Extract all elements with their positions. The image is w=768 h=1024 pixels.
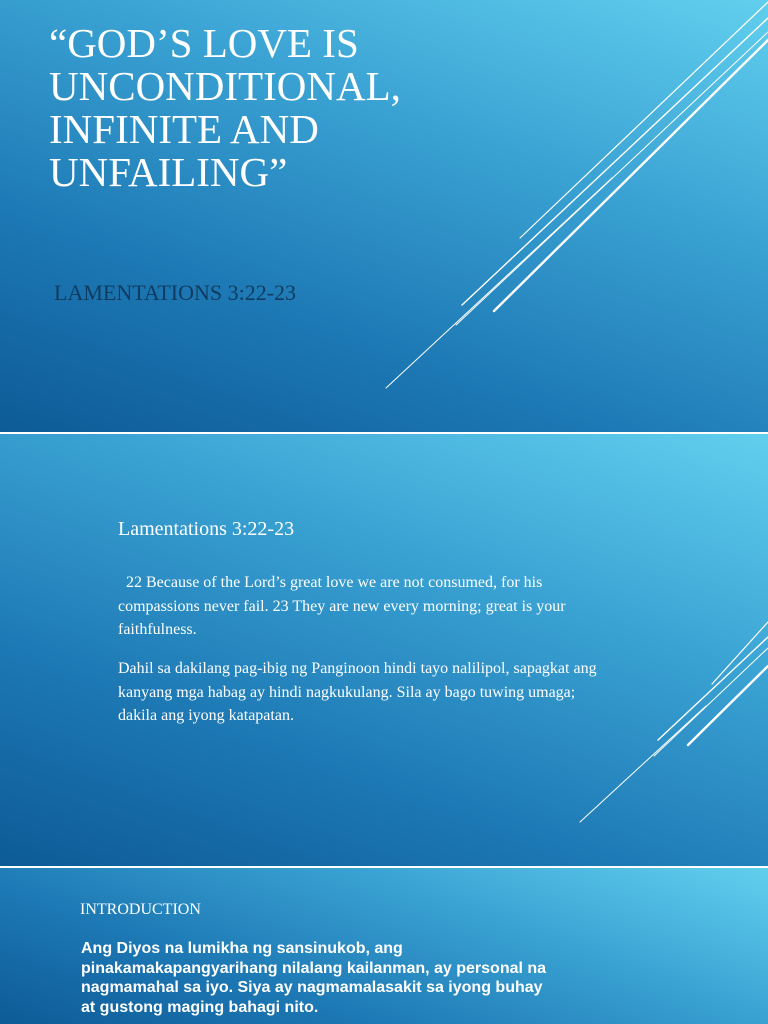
verse-tagalog: Dahil sa dakilang pag-ibig ng Panginoon hindi tayo nalilipol, sapagkat ang kanyang mga habag ay hindi nagkukulang. Sila ay bago tuwing umaga; dakila ang iyong katapatan. — [118, 660, 597, 724]
decorative-line — [658, 637, 768, 740]
slide-subtitle: LAMENTATIONS 3:22-23 — [54, 280, 297, 305]
decorative-line — [494, 40, 768, 311]
section-heading: INTRODUCTION — [80, 901, 201, 918]
verse-english: 22 Because of the Lord’s great love we are not consumed, for his compassions never fail. 23 They are new every morning; great is your faithfulness. — [118, 574, 570, 638]
scripture-reference: Lamentations 3:22-23 — [118, 518, 295, 540]
decorative-line — [654, 648, 768, 756]
decorative-line — [520, 2, 768, 238]
decorative-line — [688, 666, 768, 745]
introduction-text: Ang Diyos na lumikha ng sansinukob, ang pinakamakapangyarihang nilalang kailanman, ay personal na nagmamahal sa iyo. Siya ay nagmamalasakit sa iyong buhay at gustong maging bahagi nito. — [81, 940, 547, 1016]
decorative-line — [462, 18, 768, 305]
decorative-lines — [0, 434, 768, 866]
slide-title: “GOD’S LOVE IS UNCONDITIONAL, INFINITE AND UNFAILING” — [49, 20, 401, 195]
scripture-slide — [0, 434, 768, 866]
introduction-slide — [0, 868, 768, 1024]
title-slide — [0, 0, 768, 432]
decorative-line — [386, 178, 612, 388]
